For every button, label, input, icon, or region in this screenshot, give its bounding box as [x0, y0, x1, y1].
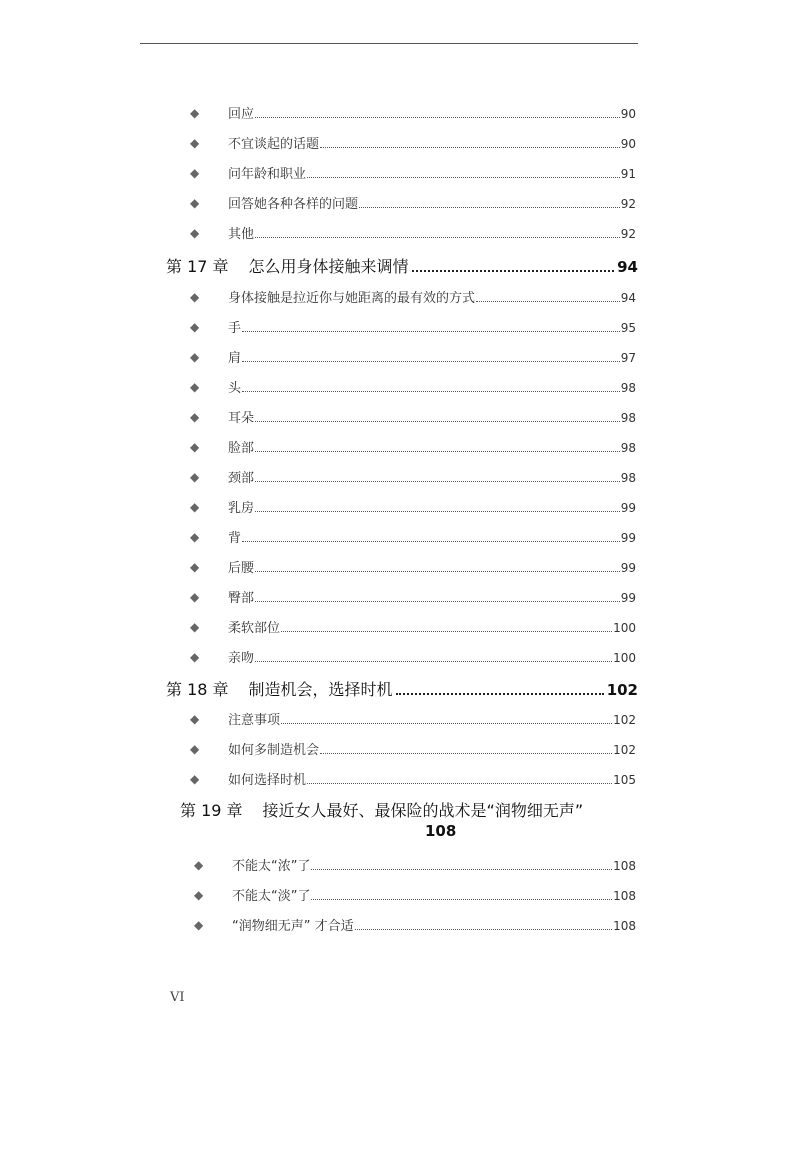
toc-entry-label: 头 [228, 381, 242, 396]
toc-entry-label: 如何选择时机 [228, 773, 307, 788]
leader-dots [359, 207, 620, 208]
toc-entry-page: 98 [620, 381, 636, 395]
toc-entry[interactable] [190, 587, 636, 606]
diamond-bullet-icon: ◆ [190, 290, 200, 304]
toc-entry-page: 99 [620, 561, 636, 575]
toc-entry[interactable] [190, 287, 636, 306]
toc-entry-page: 102 [613, 713, 636, 727]
toc-entry-page: 99 [620, 531, 636, 545]
leader-dots [307, 783, 612, 784]
toc-entry[interactable] [194, 855, 636, 874]
toc-entry-page: 91 [620, 167, 636, 181]
toc-entry-page: 94 [620, 291, 636, 305]
leader-dots [412, 270, 615, 272]
toc-entry-label: 注意事项 [228, 713, 281, 728]
diamond-bullet-icon: ◆ [190, 106, 200, 120]
toc-entry[interactable] [190, 103, 636, 122]
toc-entry[interactable] [190, 163, 636, 182]
toc-entry-label: 如何多制造机会 [228, 743, 320, 758]
toc-entry-label: 其他 [228, 227, 255, 242]
toc-entry-label: 手 [228, 321, 242, 336]
toc-entry[interactable] [190, 193, 636, 212]
toc-entry-label: 颈部 [228, 471, 255, 486]
leader-dots [255, 451, 620, 452]
toc-entry-label: 柔软部位 [228, 621, 281, 636]
leader-dots [320, 147, 620, 148]
leader-dots [311, 869, 612, 870]
diamond-bullet-icon: ◆ [190, 560, 200, 574]
leader-dots [281, 631, 612, 632]
toc-entry[interactable] [194, 885, 636, 904]
toc-entry-label: 肩 [228, 351, 242, 366]
diamond-bullet-icon: ◆ [190, 136, 200, 150]
chapter-title: 制造机会，选择时机 [248, 680, 393, 699]
toc-entry[interactable] [190, 617, 636, 636]
diamond-bullet-icon: ◆ [190, 712, 200, 726]
leader-dots [255, 601, 620, 602]
toc-entry-label: 背 [228, 531, 242, 546]
chapter-18-heading[interactable] [166, 677, 638, 700]
leader-dots [255, 421, 620, 422]
toc-entry-label: 后腰 [228, 561, 255, 576]
toc-entry-label: 回答她各种各样的问题 [228, 197, 359, 212]
toc-entry-page: 108 [613, 889, 636, 903]
leader-dots [255, 511, 620, 512]
diamond-bullet-icon: ◆ [190, 226, 200, 240]
chapter-title: 怎么用身体接触来调情 [248, 257, 409, 276]
diamond-bullet-icon: ◆ [194, 858, 204, 872]
toc-entry-page: 105 [613, 773, 636, 787]
leader-dots [255, 571, 620, 572]
chapter-number: 第 19 章 [180, 801, 243, 820]
diamond-bullet-icon: ◆ [190, 320, 200, 334]
toc-entry-page: 92 [620, 227, 636, 241]
toc-entry-page: 99 [620, 501, 636, 515]
toc-entry-page: 99 [620, 591, 636, 605]
toc-entry-page: 108 [613, 919, 636, 933]
toc-entry[interactable] [190, 557, 636, 576]
diamond-bullet-icon: ◆ [194, 888, 204, 902]
toc-entry-page: 97 [620, 351, 636, 365]
toc-entry[interactable] [194, 915, 636, 934]
toc-entry-label: 问年龄和职业 [228, 167, 307, 182]
diamond-bullet-icon: ◆ [190, 500, 200, 514]
toc-entry-label: 脸部 [228, 441, 255, 456]
header-rule [140, 43, 638, 44]
leader-dots [281, 723, 612, 724]
chapter-17-heading[interactable] [166, 254, 638, 277]
leader-dots [255, 661, 612, 662]
toc-entry[interactable] [190, 317, 636, 336]
diamond-bullet-icon: ◆ [190, 380, 200, 394]
diamond-bullet-icon: ◆ [190, 440, 200, 454]
toc-entry-label: 耳朵 [228, 411, 255, 426]
chapter-number: 第 17 章 [166, 257, 229, 276]
toc-entry-page: 108 [613, 859, 636, 873]
leader-dots [242, 391, 620, 392]
diamond-bullet-icon: ◆ [190, 772, 200, 786]
toc-entry-page: 100 [613, 651, 636, 665]
diamond-bullet-icon: ◆ [190, 410, 200, 424]
chapter-page: 102 [606, 681, 638, 699]
toc-entry[interactable] [190, 347, 636, 366]
toc-entry[interactable] [190, 407, 636, 426]
page-number-footer: VI [170, 990, 185, 1005]
toc-entry-label: 回应 [228, 107, 255, 122]
toc-entry-label: 身体接触是拉近你与她距离的最有效的方式 [228, 291, 476, 306]
toc-entry-page: 98 [620, 411, 636, 425]
toc-entry-label: “润物细无声” 才合适 [232, 919, 354, 934]
leader-dots [320, 753, 612, 754]
toc-entry-page: 90 [620, 107, 636, 121]
leader-dots [396, 693, 604, 695]
toc-entry[interactable] [190, 223, 636, 242]
toc-entry-page: 98 [620, 441, 636, 455]
toc-entry[interactable] [190, 497, 636, 516]
diamond-bullet-icon: ◆ [190, 742, 200, 756]
diamond-bullet-icon: ◆ [190, 166, 200, 180]
leader-dots [476, 301, 620, 302]
diamond-bullet-icon: ◆ [190, 590, 200, 604]
leader-dots [255, 117, 620, 118]
toc-entry[interactable] [190, 769, 636, 788]
toc-entry-page: 102 [613, 743, 636, 757]
leader-dots [255, 481, 620, 482]
toc-entry-label: 亲吻 [228, 651, 255, 666]
diamond-bullet-icon: ◆ [194, 918, 204, 932]
toc-entry-page: 90 [620, 137, 636, 151]
diamond-bullet-icon: ◆ [190, 470, 200, 484]
diamond-bullet-icon: ◆ [190, 650, 200, 664]
toc-entry-page: 98 [620, 471, 636, 485]
leader-dots [242, 541, 620, 542]
toc-entry[interactable] [190, 377, 636, 396]
leader-dots [307, 177, 620, 178]
diamond-bullet-icon: ◆ [190, 196, 200, 210]
leader-dots [242, 331, 620, 332]
leader-dots [311, 899, 612, 900]
toc-entry-label: 不能太“淡”了 [232, 889, 311, 904]
toc-entry-label: 臀部 [228, 591, 255, 606]
toc-entry[interactable] [190, 467, 636, 486]
toc-entry-page: 95 [620, 321, 636, 335]
toc-entry[interactable] [190, 437, 636, 456]
leader-dots [242, 361, 620, 362]
chapter-page: 108 [425, 822, 457, 840]
diamond-bullet-icon: ◆ [190, 530, 200, 544]
toc-entry[interactable] [190, 739, 636, 758]
toc-entry[interactable] [190, 709, 636, 728]
chapter-title: 接近女人最好、最保险的战术是“润物细无声” [262, 801, 584, 820]
diamond-bullet-icon: ◆ [190, 350, 200, 364]
toc-entry-label: 乳房 [228, 501, 255, 516]
chapter-19-heading[interactable] [180, 798, 640, 821]
toc-entry-label: 不能太“浓”了 [232, 859, 311, 874]
toc-entry[interactable] [190, 527, 636, 546]
toc-entry-label: 不宜谈起的话题 [228, 137, 320, 152]
toc-entry-page: 100 [613, 621, 636, 635]
chapter-page: 94 [617, 258, 638, 276]
toc-entry[interactable] [190, 133, 636, 152]
toc-entry-page: 92 [620, 197, 636, 211]
leader-dots [355, 929, 612, 930]
diamond-bullet-icon: ◆ [190, 620, 200, 634]
chapter-number: 第 18 章 [166, 680, 229, 699]
toc-entry[interactable] [190, 647, 636, 666]
leader-dots [255, 237, 620, 238]
